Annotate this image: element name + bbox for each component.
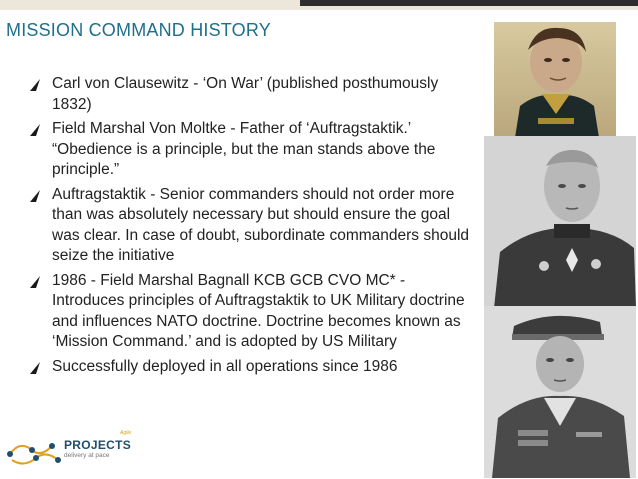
bullet-arrow-icon xyxy=(30,190,40,202)
bullet-text: Field Marshal Von Moltke - Father of ‘Auftragstaktik.’ “Obedience is a principle, but the man stands above the principle.” xyxy=(52,120,436,178)
bullet-arrow-icon xyxy=(30,124,40,136)
portrait-moltke xyxy=(484,136,636,308)
bullet-arrow-icon xyxy=(30,79,40,91)
bullet-text: Successfully deployed in all operations since 1986 xyxy=(52,357,398,375)
portrait-column xyxy=(484,18,636,478)
slide-title: MISSION COMMAND HISTORY xyxy=(6,20,271,40)
bullet-arrow-icon xyxy=(30,276,40,288)
portrait-bagnall xyxy=(484,306,636,478)
network-logo-icon xyxy=(6,430,62,470)
bullet-text: Carl von Clausewitz - ‘On War’ (published posthumously 1832) xyxy=(52,75,439,113)
logo-name: PROJECTS xyxy=(64,438,132,452)
top-band-dark xyxy=(300,0,638,6)
brand-logo xyxy=(6,430,156,474)
portrait-clausewitz xyxy=(484,22,636,144)
bullet-item xyxy=(30,119,480,181)
bullet-item xyxy=(30,357,480,378)
logo-mark-text: Agile xyxy=(120,430,132,436)
bullet-text: Auftragstaktik - Senior commanders should not order more than was absolutely necessary but should ensure the goal was clear. In case of doubt, subordinate commanders should seize the initiative xyxy=(52,185,470,264)
bullet-text: 1986 - Field Marshal Bagnall KCB GCB CVO MC* - Introduces principles of Auftragstaktik to UK Military doctrine and influences NATO doctrine. Doctrine becomes known as ‘Mission Command.’ and is adopted by US Military xyxy=(52,271,465,350)
bullet-item xyxy=(30,185,480,267)
bullet-arrow-icon xyxy=(30,362,40,374)
logo-tagline: delivery at pace xyxy=(64,452,110,459)
bullet-item xyxy=(30,271,480,353)
bullet-list xyxy=(30,74,480,381)
bullet-item xyxy=(30,74,480,115)
